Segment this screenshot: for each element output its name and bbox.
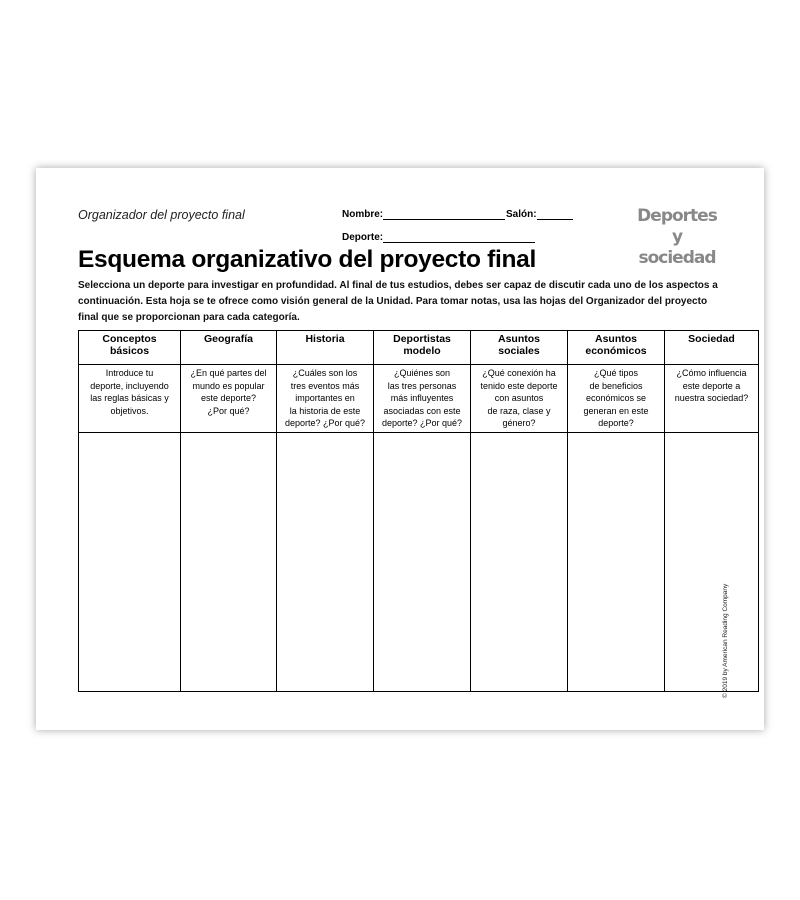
- column-header: Conceptos básicos: [79, 331, 181, 365]
- column-header: Deportistas modelo: [374, 331, 471, 365]
- room-label: Salón:: [506, 209, 537, 220]
- worksheet-page: [36, 168, 764, 730]
- answer-cell[interactable]: [374, 432, 471, 692]
- column-question: ¿Qué tipos de beneficios económicos se generan en este deporte?: [568, 365, 665, 433]
- answer-cell[interactable]: [277, 432, 374, 692]
- answer-cell[interactable]: [568, 432, 665, 692]
- logo: [634, 206, 720, 269]
- answer-cell[interactable]: [471, 432, 568, 692]
- copyright: © 2019 by American Reading Company: [722, 583, 729, 698]
- room-field[interactable]: [506, 209, 573, 220]
- page-title: Esquema organizativo del proyecto final: [78, 246, 536, 273]
- question-row: [79, 365, 759, 433]
- column-question: ¿Qué conexión ha tenido este deporte con asuntos de raza, clase y género?: [471, 365, 568, 433]
- organizer-table: [78, 330, 759, 692]
- column-header: Asuntos sociales: [471, 331, 568, 365]
- column-question: ¿Quiénes son las tres personas más influyentes asociadas con este deporte? ¿Por qué?: [374, 365, 471, 433]
- answer-cell[interactable]: [665, 432, 759, 692]
- name-field[interactable]: [342, 209, 505, 220]
- answer-cell[interactable]: [79, 432, 181, 692]
- answer-cell[interactable]: [181, 432, 277, 692]
- column-header: Sociedad: [665, 331, 759, 365]
- worksheet-subtitle: Organizador del proyecto final: [78, 208, 245, 222]
- name-label: Nombre:: [342, 209, 384, 220]
- answer-row: [79, 432, 759, 692]
- instructions: Selecciona un deporte para investigar en profundidad. Al final de tus estudios, debes ser capaz de discutir cada uno de los aspectos a continuación. Esta hoja se te ofrece como visión general de la Unidad. Para tomar notas, usa las hojas del Organizador del proyecto final que se proporcionan para cada categoría.: [78, 280, 718, 323]
- column-header: Historia: [277, 331, 374, 365]
- header-row: [79, 331, 759, 365]
- column-question: ¿Cómo influencia este deporte a nuestra sociedad?: [665, 365, 759, 433]
- column-question: ¿Cuáles son los tres eventos más importantes en la historia de este deporte? ¿Por qué?: [277, 365, 374, 433]
- sport-field[interactable]: [342, 232, 535, 243]
- column-header: Geografía: [181, 331, 277, 365]
- logo-line1: Deportes y: [637, 206, 717, 247]
- logo-line2: sociedad: [638, 248, 716, 268]
- sport-label: Deporte:: [342, 232, 384, 243]
- column-header: Asuntos económicos: [568, 331, 665, 365]
- column-question: ¿En qué partes del mundo es popular este deporte? ¿Por qué?: [181, 365, 277, 433]
- column-question: Introduce tu deporte, incluyendo las reglas básicas y objetivos.: [79, 365, 181, 433]
